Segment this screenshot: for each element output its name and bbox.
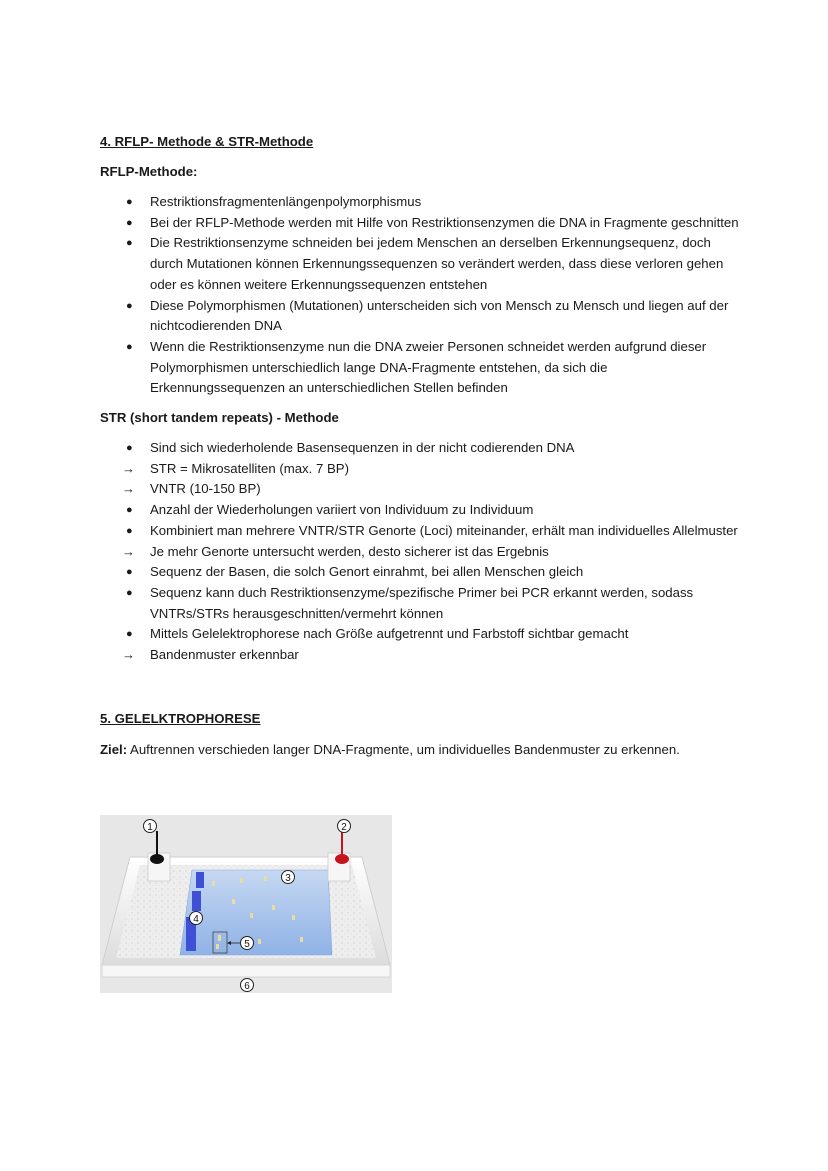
svg-text:3: 3 — [285, 873, 291, 884]
list-item-text: Anzahl der Wiederholungen variiert von Individuum zu Individuum — [150, 502, 534, 518]
list-item-text: Sind sich wiederholende Basensequenzen in der nicht codierenden DNA — [150, 440, 575, 456]
str-list — [100, 438, 740, 666]
rflp-heading: RFLP-Methode: — [100, 164, 198, 179]
list-item — [100, 500, 740, 521]
bullet-icon: ● — [126, 504, 133, 517]
sample-well-1 — [196, 872, 204, 888]
rflp-list — [100, 192, 740, 399]
cathode-electrode — [150, 854, 164, 864]
list-item-text: Kombiniert man mehrere VNTR/STR Genorte (Loci) miteinander, erhält man individuelles Allelmuster — [150, 522, 738, 538]
dna-band — [292, 915, 295, 920]
list-item — [100, 296, 740, 337]
list-item — [100, 479, 740, 500]
list-item — [100, 542, 740, 563]
bullet-icon: ● — [126, 196, 133, 208]
list-item — [100, 624, 740, 645]
dna-band — [300, 937, 303, 942]
svg-text:4: 4 — [193, 914, 199, 925]
list-item — [100, 438, 740, 459]
arrow-icon: → — [122, 460, 135, 476]
list-item-text: Je mehr Genorte untersucht werden, desto sicherer ist das Ergebnis — [150, 543, 549, 559]
list-item — [100, 562, 740, 583]
bullet-icon: ● — [126, 299, 133, 312]
svg-text:2: 2 — [341, 822, 347, 833]
list-item — [100, 521, 740, 542]
bullet-icon: ● — [126, 216, 133, 229]
list-item-text: STR = Mikrosatelliten (max. 7 BP) — [150, 460, 349, 476]
list-item — [100, 213, 740, 234]
gel-electrophoresis-figure — [100, 815, 392, 993]
str-heading: STR (short tandem repeats) - Methode — [100, 410, 339, 426]
figure-label-4 — [190, 912, 203, 926]
list-item-text: Bei der RFLP-Methode werden mit Hilfe von Restriktionsenzymen die DNA in Fragmente geschnitten — [150, 214, 739, 230]
bullet-icon: ● — [126, 442, 133, 455]
sample-well-2 — [192, 891, 201, 911]
dna-band — [272, 905, 275, 910]
bullet-icon: ● — [126, 586, 133, 599]
bullet-icon: ● — [126, 628, 133, 641]
svg-text:5: 5 — [244, 939, 250, 950]
list-item-text: Die Restriktionsenzyme schneiden bei jedem Menschen an derselben Erkennungsequenz, doch durch Mutationen können Erkennungssequenzen so verändert werden, dass diese verloren gehen oder es können weitere Erkennungssequenzen entstehen — [150, 235, 724, 292]
arrow-icon: → — [122, 481, 135, 497]
anode-electrode — [335, 854, 349, 864]
list-item-text: Sequenz der Basen, die solch Genort einrahmt, bei allen Menschen gleich — [150, 564, 584, 580]
dna-band — [240, 878, 243, 883]
dna-band — [232, 899, 235, 904]
dna-band — [250, 913, 253, 918]
list-item-text: Wenn die Restriktionsenzyme nun die DNA zweier Personen schneidet werden aufgrund dieser Polymorphismen unterschiedlich lange DNA-Fragmente entstehen, da sich die Erkennungssequenzen an unterschiedlichen Stellen befinden — [150, 338, 707, 396]
figure-label-6 — [241, 979, 254, 993]
list-item — [100, 337, 740, 399]
section4-title: 4. RFLP- Methode & STR-Methode — [100, 134, 314, 149]
dna-band — [216, 944, 219, 949]
list-item-text: Diese Polymorphismen (Mutationen) unterscheiden sich von Mensch zu Mensch und liegen auf der nichtcodierenden DNA — [150, 297, 729, 334]
list-item — [100, 233, 740, 295]
svg-text:1: 1 — [147, 822, 153, 833]
list-item-text: Restriktionsfragmentenlängenpolymorphismus — [150, 194, 422, 209]
goal-label: Ziel: — [100, 741, 128, 757]
dna-band — [264, 876, 267, 881]
bullet-icon: ● — [126, 340, 133, 353]
goal-text: Auftrennen verschieden langer DNA-Fragmente, um individuelles Bandenmuster zu erkennen. — [127, 741, 680, 757]
figure-label-3 — [282, 871, 295, 885]
figure-label-5 — [241, 937, 254, 951]
list-item-text: VNTR (10-150 BP) — [150, 481, 261, 497]
figure-label-2 — [338, 820, 351, 834]
bullet-icon: ● — [126, 566, 133, 579]
bullet-icon: ● — [126, 237, 133, 250]
section5-title: 5. GELELKTROPHORESE — [100, 710, 261, 726]
dna-band — [258, 939, 261, 944]
list-item — [100, 192, 740, 213]
arrow-icon: → — [122, 543, 135, 559]
list-item — [100, 645, 740, 666]
figure-label-1 — [144, 820, 157, 834]
dna-band — [218, 935, 221, 941]
dna-band — [212, 881, 215, 886]
bullet-icon: ● — [126, 524, 133, 537]
tray-front — [102, 965, 390, 977]
list-item — [100, 583, 740, 624]
svg-text:6: 6 — [244, 981, 250, 992]
list-item-text: Sequenz kann duch Restriktionsenzyme/spezifische Primer bei PCR erkannt werden, sodass VNTRs/STRs herausgeschnitten/vermehrt können — [150, 584, 694, 621]
list-item — [100, 459, 740, 480]
arrow-icon: → — [122, 647, 135, 663]
list-item-text: Bandenmuster erkennbar — [150, 647, 299, 663]
document-page — [100, 132, 740, 760]
goal-paragraph — [100, 740, 740, 760]
list-item-text: Mittels Gelelektrophorese nach Größe aufgetrennt und Farbstoff sichtbar gemacht — [150, 626, 629, 642]
